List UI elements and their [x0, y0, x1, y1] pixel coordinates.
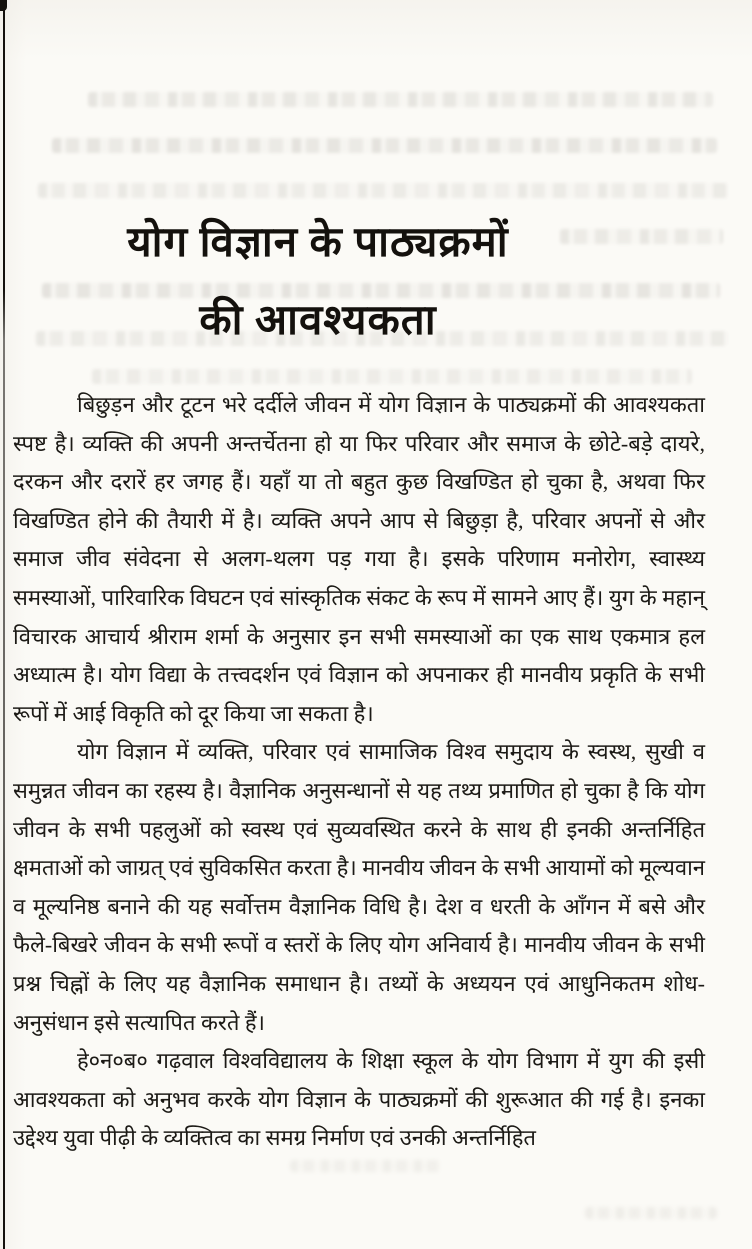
bleedthrough-text-line	[88, 92, 713, 107]
bleedthrough-text-line	[38, 183, 728, 198]
page-body	[13, 386, 705, 1158]
scan-corner-blot	[0, 0, 7, 11]
page-title-line2: की आवश्यकता	[199, 298, 437, 344]
paragraph-1: बिछुड़न और टूटन भरे दर्दीले जीवन में योग विज्ञान के पाठ्यक्रमों की आवश्यकता स्पष्ट है। व्यक्ति की अपनी अन्तर्चेतना हो या फिर परिवार और समाज के छोटे-बड़े दायरे, दरकन और दरारें हर जगह हैं। यहाँ या तो बहुत कुछ विखण्डित हो चुका है, अथवा फिर विखण्डित होने की तैयारी में है। व्यक्ति अपने आप से बिछुड़ा है, परिवार अपनों से और समाज जीव संवेदना से अलग-थलग पड़ गया है। इसके परिणाम मनोरोग, स्वास्थ्य समस्याओं, पारिवारिक विघटन एवं सांस्कृतिक संकट के रूप में सामने आए हैं। युग के महान् विचारक आचार्य श्रीराम शर्मा के अनुसार इन सभी समस्याओं का एक साथ एकमात्र हल अध्यात्म है। योग विद्या के तत्त्वदर्शन एवं विज्ञान को अपनाकर ही मानवीय प्रकृति के सभी रूपों में आई विकृति को दूर किया जा सकता है।	[13, 392, 705, 726]
scan-smudge	[290, 1160, 440, 1172]
paragraph-2: योग विज्ञान में व्यक्ति, परिवार एवं सामाजिक विश्व समुदाय के स्वस्थ, सुखी व समुन्नत जीवन का रहस्य है। वैज्ञानिक अनुसन्धानों से यह तथ्य प्रमाणित हो चुका है कि योग जीवन के सभी पहलुओं को स्वस्थ एवं सुव्यवस्थित करने के साथ ही इनकी अन्तर्निहित क्षमताओं को जाग्रत् एवं सुविकसित करता है। मानवीय जीवन के सभी आयामों को मूल्यवान व मूल्यनिष्ठ बनाने की यह सर्वोत्तम वैज्ञानिक विधि है। देश व धरती के आँगन में बसे और फैले-बिखरे जीवन के सभी रूपों व स्तरों के लिए योग अनिवार्य है। मानवीय जीवन के सभी प्रश्न चिह्नों के लिए यह वैज्ञानिक समाधान है। तथ्यों के अध्ययन एवं आधुनिकतम शोध-अनुसंधान इसे सत्यापित करते हैं।	[13, 739, 705, 1035]
bleedthrough-text-line	[52, 138, 717, 153]
scan-smudge	[585, 1207, 717, 1219]
page-title-line1: योग विज्ञान के पाठ्यक्रमों	[127, 220, 509, 266]
page-title	[18, 204, 618, 360]
bleedthrough-text-line	[92, 369, 692, 384]
scan-edge-artifact	[3, 0, 5, 1249]
paragraph-3: हे०न०ब० गढ़वाल विश्वविद्यालय के शिक्षा स्कूल के योग विभाग में युग की इसी आवश्यकता को अनुभव करके योग विज्ञान के पाठ्यक्रमों की शुरूआत की गई है। इनका उद्देश्य युवा पीढ़ी के व्यक्तित्व का समग्र निर्माण एवं उनकी अन्तर्निहित	[13, 1048, 705, 1151]
